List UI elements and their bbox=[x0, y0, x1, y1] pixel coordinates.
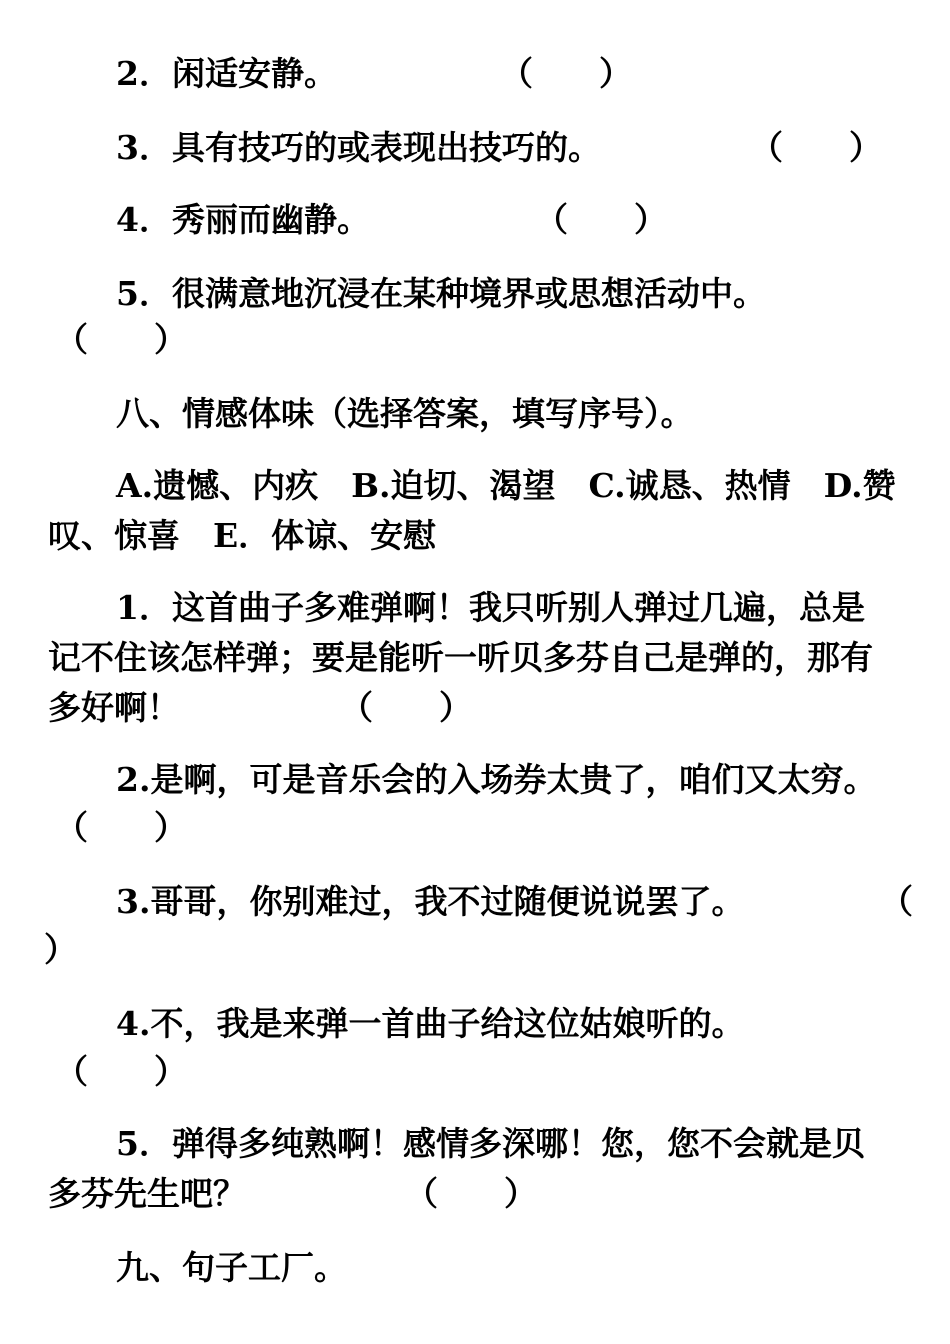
options-line: A.遗憾、内疚 B.迫切、渴望 C.诚恳、热情 D.赞 bbox=[116, 466, 896, 505]
vocab-item-text: 5．很满意地沉浸在某种境界或思想活动中。 bbox=[116, 274, 766, 313]
question-1-line: 记不住该怎样弹；要是能听一听贝多芬自己是弹的，那有 bbox=[48, 638, 873, 677]
answer-blank[interactable]: （ ） bbox=[535, 200, 667, 239]
vocab-item-2 bbox=[48, 46, 950, 102]
question-1-line: 多好啊！ bbox=[48, 688, 180, 727]
answer-blank[interactable]: （ ） bbox=[340, 688, 472, 727]
answer-blank[interactable]: （ ） bbox=[750, 128, 882, 167]
section-heading-9: 九、句子工厂。 bbox=[116, 1248, 347, 1287]
answer-blank[interactable]: （ ） bbox=[55, 808, 187, 847]
question-2-line: 2.是啊，可是音乐会的入场券太贵了，咱们又太穷。 bbox=[116, 760, 877, 799]
answer-blank[interactable]: （ ） bbox=[405, 1174, 537, 1213]
vocab-item-text: 3．具有技巧的或表现出技巧的。 bbox=[116, 128, 601, 167]
vocab-item-text: 2．闲适安静。 bbox=[116, 54, 337, 93]
answer-blank[interactable]: （ ） bbox=[55, 320, 187, 359]
question-4-line: 4.不，我是来弹一首曲子给这位姑娘听的。 bbox=[116, 1004, 745, 1043]
answer-blank-open[interactable]: （ bbox=[880, 882, 913, 921]
vocab-item-text: 4．秀丽而幽静。 bbox=[116, 200, 370, 239]
question-3-line: 3.哥哥，你别难过，我不过随便说说罢了。 bbox=[116, 882, 745, 921]
question-1-line: 1．这首曲子多难弹啊！我只听别人弹过几遍，总是 bbox=[116, 588, 865, 627]
question-5-line: 多芬先生吧？ bbox=[48, 1174, 246, 1213]
question-5-line: 5．弹得多纯熟啊！感情多深哪！您，您不会就是贝 bbox=[116, 1124, 865, 1163]
answer-blank[interactable]: （ ） bbox=[55, 1052, 187, 1091]
section-heading-8: 八、情感体味（选择答案，填写序号）。 bbox=[116, 394, 694, 433]
answer-blank[interactable]: （ ） bbox=[500, 54, 632, 93]
answer-blank-close[interactable]: ） bbox=[44, 930, 77, 969]
options-line: 叹、惊喜 E．体谅、安慰 bbox=[48, 516, 437, 555]
vocab-item-4 bbox=[48, 192, 950, 248]
